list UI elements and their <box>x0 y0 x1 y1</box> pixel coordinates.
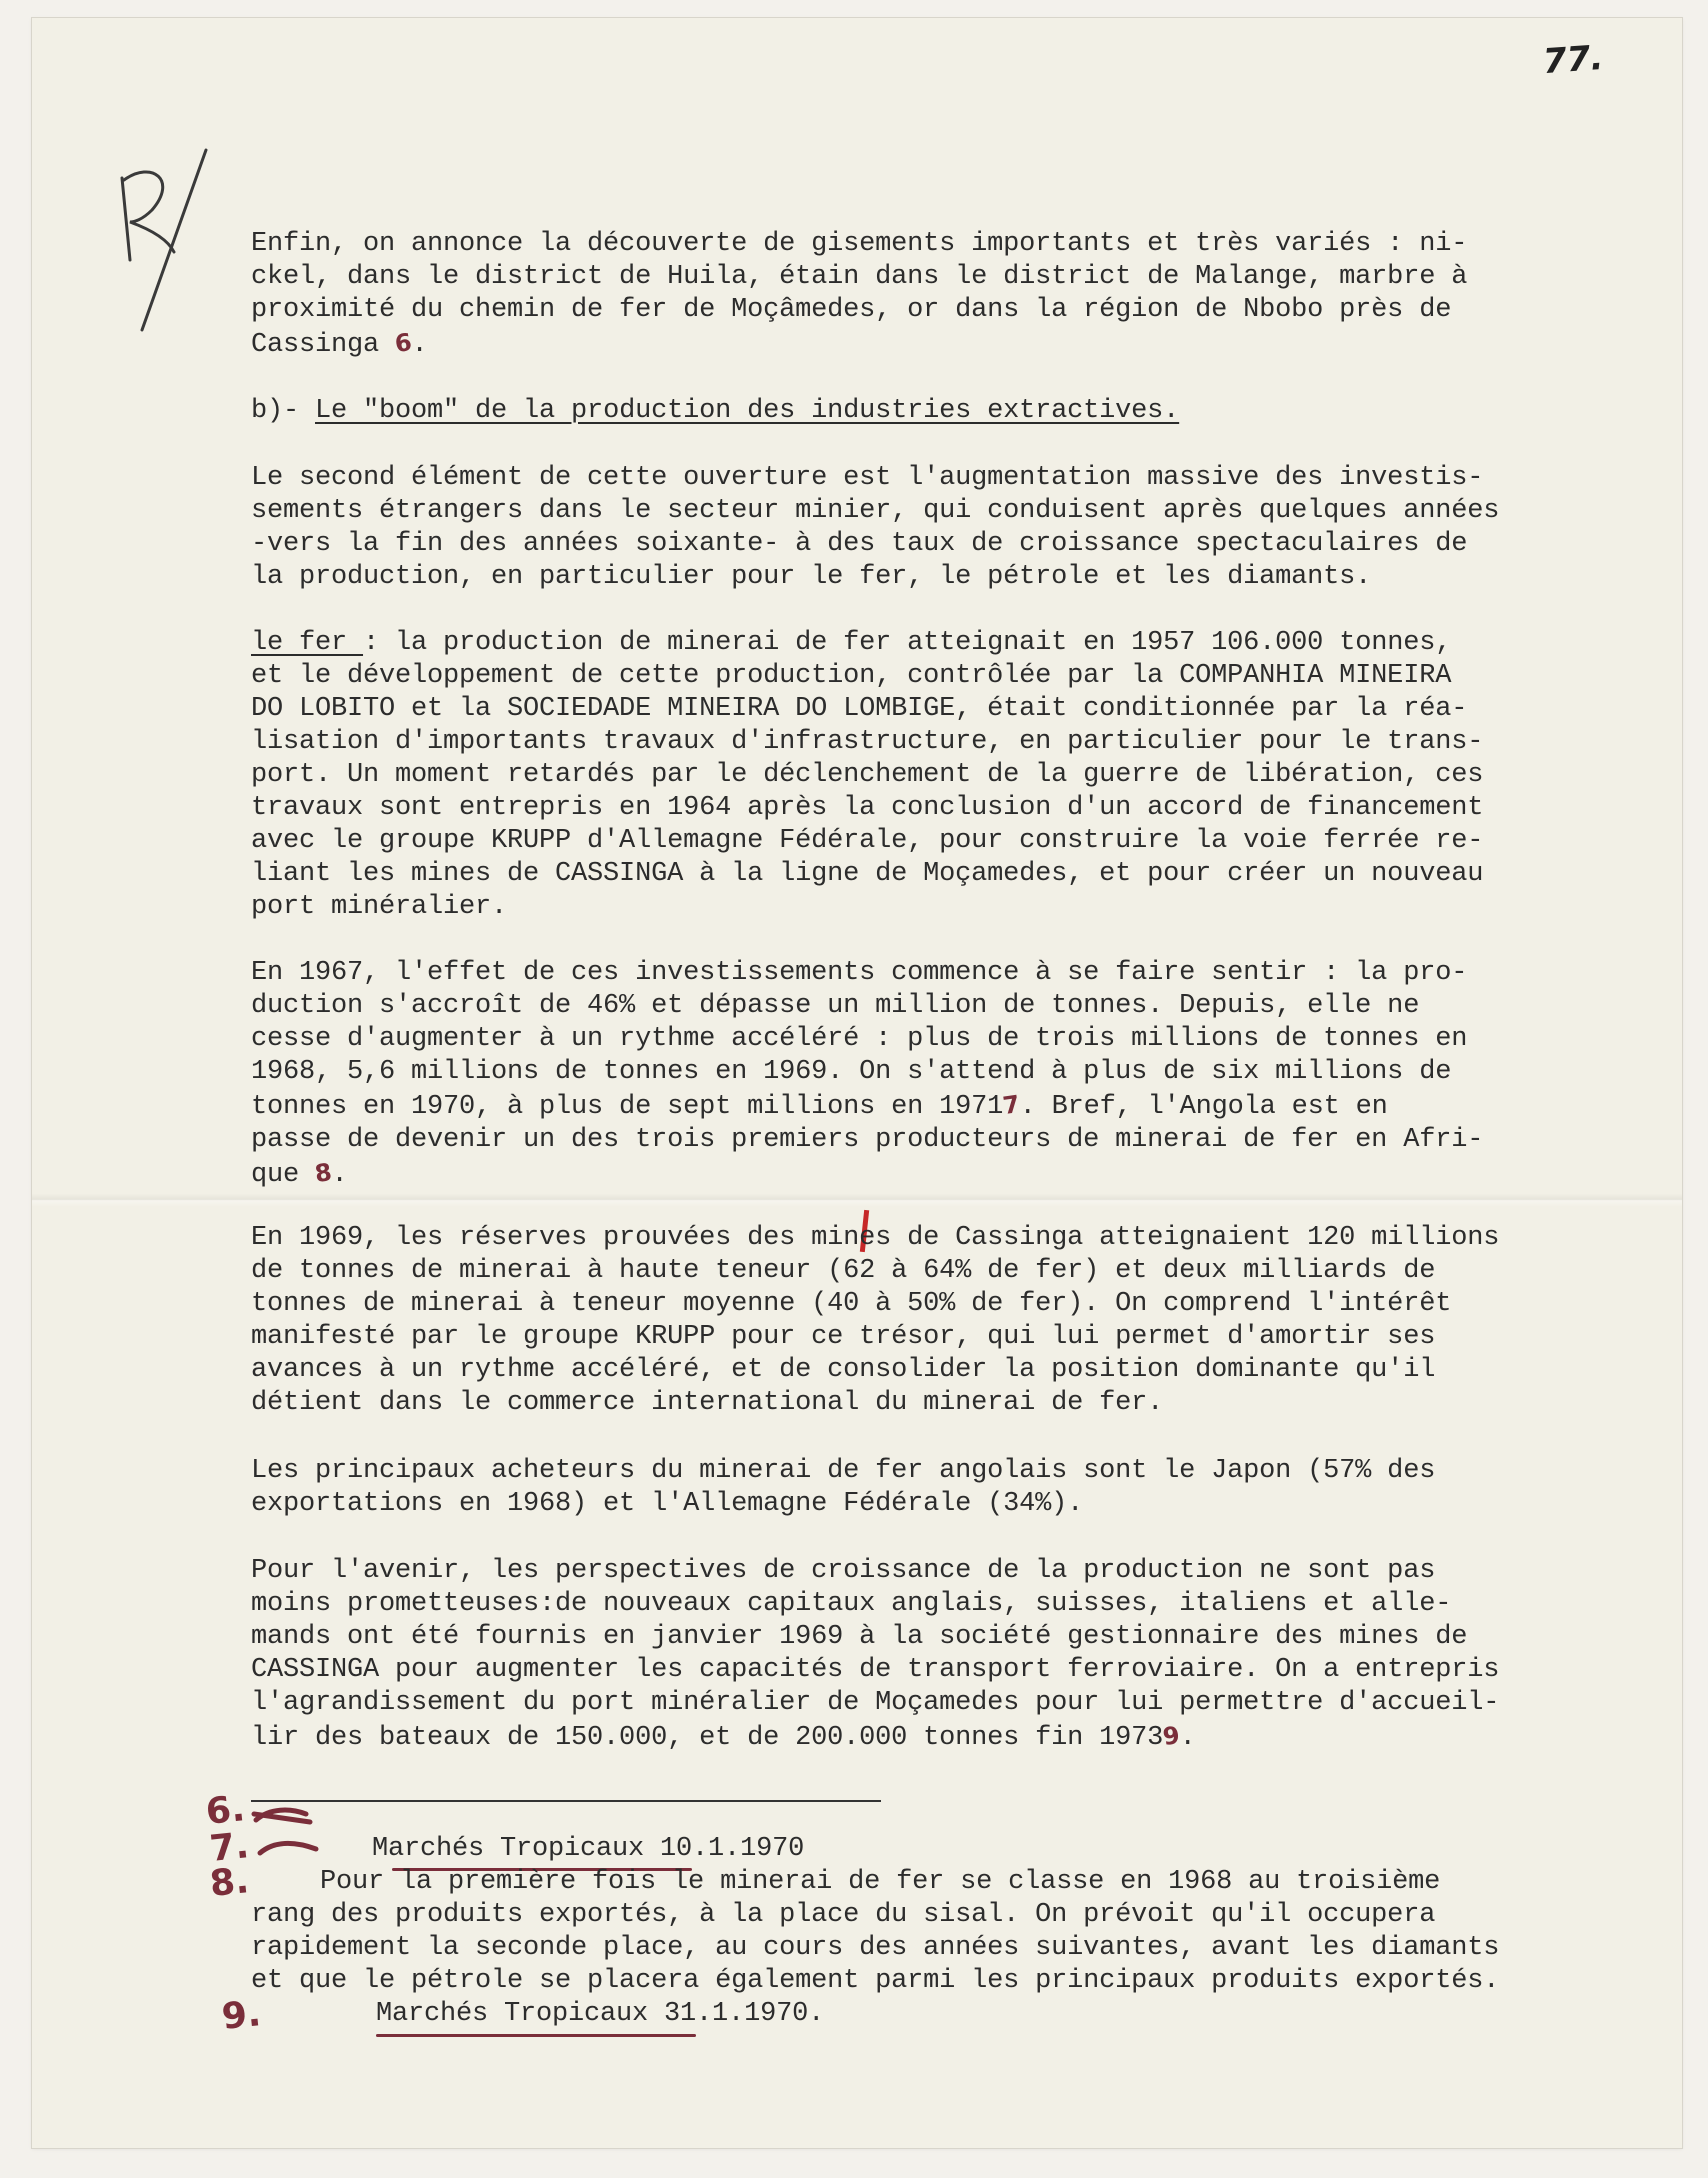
paragraph-discoveries <box>251 228 1671 362</box>
footnote-number: 7. <box>207 1825 251 1870</box>
text-line: liant les mines de CASSINGA à la ligne de Moçamedes, et pour créer un nouveau <box>251 859 1484 889</box>
paragraph-investments <box>251 462 1671 594</box>
strikeout-scribble <box>250 1800 330 1830</box>
footnote-7 <box>372 1833 1708 1866</box>
text-line: -vers la fin des années soixante- à des taux de croissance spectaculaires de <box>251 529 1468 559</box>
handwritten-underline <box>376 2034 696 2037</box>
text-line: Enfin, on annonce la découverte de gisements importants et très variés : ni- <box>251 229 1468 259</box>
heading-title: Le "boom" de la production des industries extractives. <box>315 396 1180 426</box>
text-line: détient dans le commerce international du minerai de fer. <box>251 1388 1164 1418</box>
footnote-source: Marchés Tropicaux <box>372 1834 645 1864</box>
footnote-rule <box>251 1800 881 1802</box>
footnote-number: 6. <box>203 1788 247 1833</box>
text-line: Pour l'avenir, les perspectives de croissance de la production ne sont pas <box>251 1556 1436 1586</box>
footnote-8-first <box>320 1866 1708 1899</box>
text-line: 1968, 5,6 millions de tonnes en 1969. On s'attend à plus de six millions de <box>251 1057 1452 1087</box>
paragraph-outlook <box>251 1555 1671 1755</box>
text-line: rapidement la seconde place, au cours des années suivantes, avant les diamants <box>251 1933 1500 1963</box>
text-line: et le développement de cette production, contrôlée par la COMPANHIA MINEIRA <box>251 661 1452 691</box>
text-line: lir des bateaux de 150.000, et de 200.000 tonnes fin 19739. <box>251 1720 1196 1753</box>
text-line: et que le pétrole se placera également parmi les principaux produits exportés. <box>251 1966 1500 1996</box>
text-line: : la production de minerai de fer atteignait en 1957 106.000 tonnes, <box>363 628 1452 658</box>
text-line: la production, en particulier pour le fer, le pétrole et les diamants. <box>251 562 1372 592</box>
text-line: proximité du chemin de fer de Moçâmedes, or dans la région de Nbobo près de <box>251 295 1452 325</box>
footnote-date: 31.1.1970. <box>648 1999 825 2029</box>
footnote-number: 8. <box>207 1860 251 1905</box>
text-line: passe de devenir un des trois premiers producteurs de minerai de fer en Afri- <box>251 1125 1484 1155</box>
text-line: duction s'accroît de 46% et dépasse un million de tonnes. Depuis, elle ne <box>251 991 1420 1021</box>
text-line: tonnes en 1970, à plus de sept millions en 19717. Bref, l'Angola est en <box>251 1089 1388 1122</box>
text-line: avances à un rythme accéléré, et de consolider la position dominante qu'il <box>251 1355 1436 1385</box>
iron-label: le fer <box>251 628 364 658</box>
footnote-ref: 6 <box>393 327 414 359</box>
paragraph-iron <box>251 627 1671 924</box>
footnote-8-rest <box>251 1899 1671 1998</box>
text-line: DO LOBITO et la SOCIEDADE MINEIRA DO LOMBIGE, était conditionnée par la réa- <box>251 694 1468 724</box>
strikeout-scribble <box>254 1835 329 1861</box>
text-line: Les principaux acheteurs du minerai de fer angolais sont le Japon (57% des <box>251 1456 1436 1486</box>
footnote-number: 9. <box>219 1993 263 2038</box>
text-line: port minéralier. <box>251 892 508 922</box>
text-line: Pour la première fois le minerai de fer se classe en 1968 au troisième <box>320 1867 1441 1897</box>
text-line: sements étrangers dans le secteur minier, qui conduisent après quelques années <box>251 496 1500 526</box>
text-line: Cassinga 6. <box>251 327 428 360</box>
paragraph-reserves <box>251 1222 1671 1420</box>
text-line: port. Un moment retardés par le déclenchement de la guerre de libération, ces <box>251 760 1484 790</box>
footnote-date: 10.1.1970 <box>644 1834 805 1864</box>
footnote-source: Marchés Tropicaux <box>376 1999 649 2029</box>
text-line: lisation d'importants travaux d'infrastructure, en particulier pour le trans- <box>251 727 1484 757</box>
text-line: cesse d'augmenter à un rythme accéléré : plus de trois millions de tonnes en <box>251 1024 1468 1054</box>
text-line: travaux sont entrepris en 1964 après la conclusion d'un accord de financement <box>251 793 1484 823</box>
paragraph-buyers <box>251 1455 1671 1521</box>
heading-prefix: b)- <box>251 396 316 426</box>
text-line: avec le groupe KRUPP d'Allemagne Fédérale, pour construire la voie ferrée re- <box>251 826 1484 856</box>
text-line: que 8. <box>251 1157 348 1190</box>
text-line: tonnes de minerai à teneur moyenne (40 à 50% de fer). On comprend l'intérêt <box>251 1289 1452 1319</box>
text-line: rang des produits exportés, à la place du sisal. On prévoit qu'il occupera <box>251 1900 1436 1930</box>
paper-fold <box>32 1193 1682 1207</box>
section-heading <box>251 395 1671 428</box>
text-line: exportations en 1968) et l'Allemagne Fédérale (34%). <box>251 1489 1084 1519</box>
page-number: 77. <box>1541 37 1605 83</box>
text-line: de tonnes de minerai à haute teneur (62 à 64% de fer) et deux milliards de <box>251 1256 1436 1286</box>
text-line: mands ont été fournis en janvier 1969 à la société gestionnaire des mines de <box>251 1622 1468 1652</box>
footnote-ref: 8 <box>313 1157 334 1189</box>
text-line: moins prometteuses:de nouveaux capitaux anglais, suisses, italiens et alle- <box>251 1589 1452 1619</box>
footnote-9 <box>376 1998 1708 2031</box>
paragraph-1967 <box>251 957 1671 1192</box>
margin-initial-mark <box>112 140 222 380</box>
text-line: manifesté par le groupe KRUPP pour ce trésor, qui lui permet d'amortir ses <box>251 1322 1436 1352</box>
text-line: En 1967, l'effet de ces investissements commence à se faire sentir : la pro- <box>251 958 1468 988</box>
text-line: ckel, dans le district de Huila, étain dans le district de Malange, marbre à <box>251 262 1468 292</box>
footnote-ref: 9 <box>1161 1720 1182 1752</box>
text-line: l'agrandissement du port minéralier de Moçamedes pour lui permettre d'accueil- <box>251 1688 1500 1718</box>
footnote-ref: 7 <box>1001 1089 1022 1121</box>
text-line: En 1969, les réserves prouvées des mines de Cassinga atteignaient 120 millions <box>251 1223 1500 1253</box>
text-line: Le second élément de cette ouverture est l'augmentation massive des investis- <box>251 463 1484 493</box>
text-line: CASSINGA pour augmenter les capacités de transport ferroviaire. On a entrepris <box>251 1655 1500 1685</box>
